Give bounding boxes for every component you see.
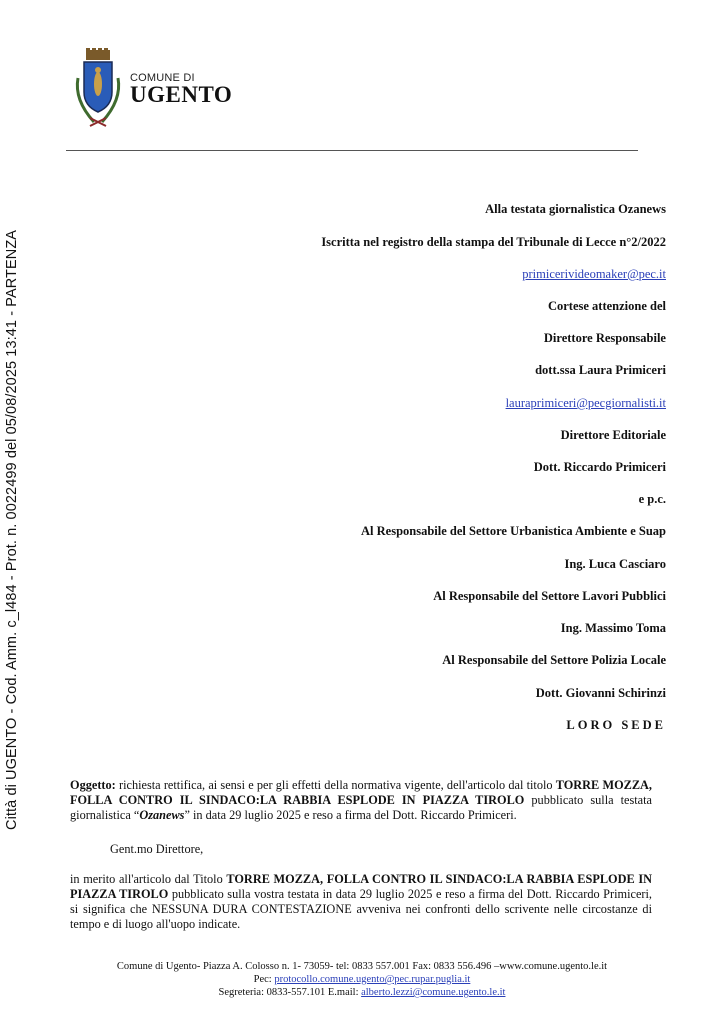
recipient-line: Cortese attenzione del xyxy=(547,299,666,313)
subject-text: ” in data 29 luglio 2025 e reso a firma del Dott. Riccardo Primiceri. xyxy=(184,808,517,822)
recipient-line: LORO SEDE xyxy=(566,718,666,732)
pec-link[interactable]: lauraprimiceri@pecgiornalisti.it xyxy=(505,396,666,410)
subject-text: richiesta rettifica, ai sensi e per gli effetti della normativa vigente, dell'articolo dal titolo xyxy=(115,778,556,792)
recipient-line: Direttore Responsabile xyxy=(543,331,666,345)
recipient-line: Ing. Luca Casciaro xyxy=(564,557,666,571)
recipient-line: Ing. Massimo Toma xyxy=(560,621,666,635)
recipient-line: Dott. Giovanni Schirinzi xyxy=(535,686,666,700)
body-text: pubblicato sulla vostra testata in data 29 luglio 2025 e reso a firma del Dott. Riccardo Primiceri, si significa che NESSUNA DURA CONTESTAZIONE avveniva nei confronti dello scrivente nelle circostanze di tempo e di luogo all'uopo indicate. xyxy=(70,887,652,931)
recipient-line: Alla testata giornalistica Ozanews xyxy=(485,202,666,216)
subject-text: pubblicato sulla testata giornalistica “ xyxy=(70,793,652,822)
footer-email-label: Segreteria: 0833-557.101 E.mail: xyxy=(218,987,362,998)
subject-paragraph xyxy=(70,778,652,823)
footer-pec-link[interactable]: protocollo.comune.ugento@pec.rupar.puglia.it xyxy=(274,974,471,985)
logo-big-text: UGENTO xyxy=(130,82,233,107)
recipient-line: Direttore Editoriale xyxy=(560,428,666,442)
recipient-line: dott.ssa Laura Primiceri xyxy=(535,363,666,377)
recipient-line: Al Responsabile del Settore Polizia Locale xyxy=(442,653,666,667)
footer-pec xyxy=(0,973,724,986)
recipient-line: e p.c. xyxy=(638,492,666,506)
footer-email-link[interactable]: alberto.lezzi@comune.ugento.le.it xyxy=(361,987,506,998)
greeting: Gent.mo Direttore, xyxy=(110,842,204,856)
body-text: in merito all'articolo dal Titolo xyxy=(70,872,227,886)
logo-small-text: COMUNE DI xyxy=(130,72,195,84)
recipient-line: Dott. Riccardo Primiceri xyxy=(533,460,666,474)
subject-label: Oggetto: xyxy=(70,778,116,792)
header-divider xyxy=(66,150,638,151)
recipient-line: Iscritta nel registro della stampa del Tribunale di Lecce n°2/2022 xyxy=(321,235,666,249)
protocol-stamp: Città di UGENTO - Cod. Amm. c_l484 - Prot. n. 0022499 del 05/08/2025 13:41 - PARTENZA xyxy=(4,229,20,830)
article-title: TORRE MOZZA, FOLLA CONTRO IL SINDACO:LA RABBIA ESPLODE IN PIAZZA TIROLO xyxy=(70,872,652,901)
outlet-name: Ozanews xyxy=(139,808,185,822)
recipient-line: Al Responsabile del Settore Urbanistica Ambiente e Suap xyxy=(361,524,666,538)
article-title: TORRE MOZZA, FOLLA CONTRO IL SINDACO:LA RABBIA ESPLODE IN PIAZZA TIROLO xyxy=(70,778,652,807)
body-paragraph xyxy=(70,872,652,932)
footer-pec-label: Pec: xyxy=(253,974,275,985)
recipient-line: Al Responsabile del Settore Lavori Pubblici xyxy=(433,589,666,603)
footer-email xyxy=(0,986,724,999)
pec-link[interactable]: primicerivideomaker@pec.it xyxy=(522,267,666,281)
logo-wordmark xyxy=(130,72,232,106)
footer-address: Comune di Ugento- Piazza A. Colosso n. 1- 73059- tel: 0833 557.001 Fax: 0833 556.496 –www.comune.ugento.le.it xyxy=(116,961,608,972)
